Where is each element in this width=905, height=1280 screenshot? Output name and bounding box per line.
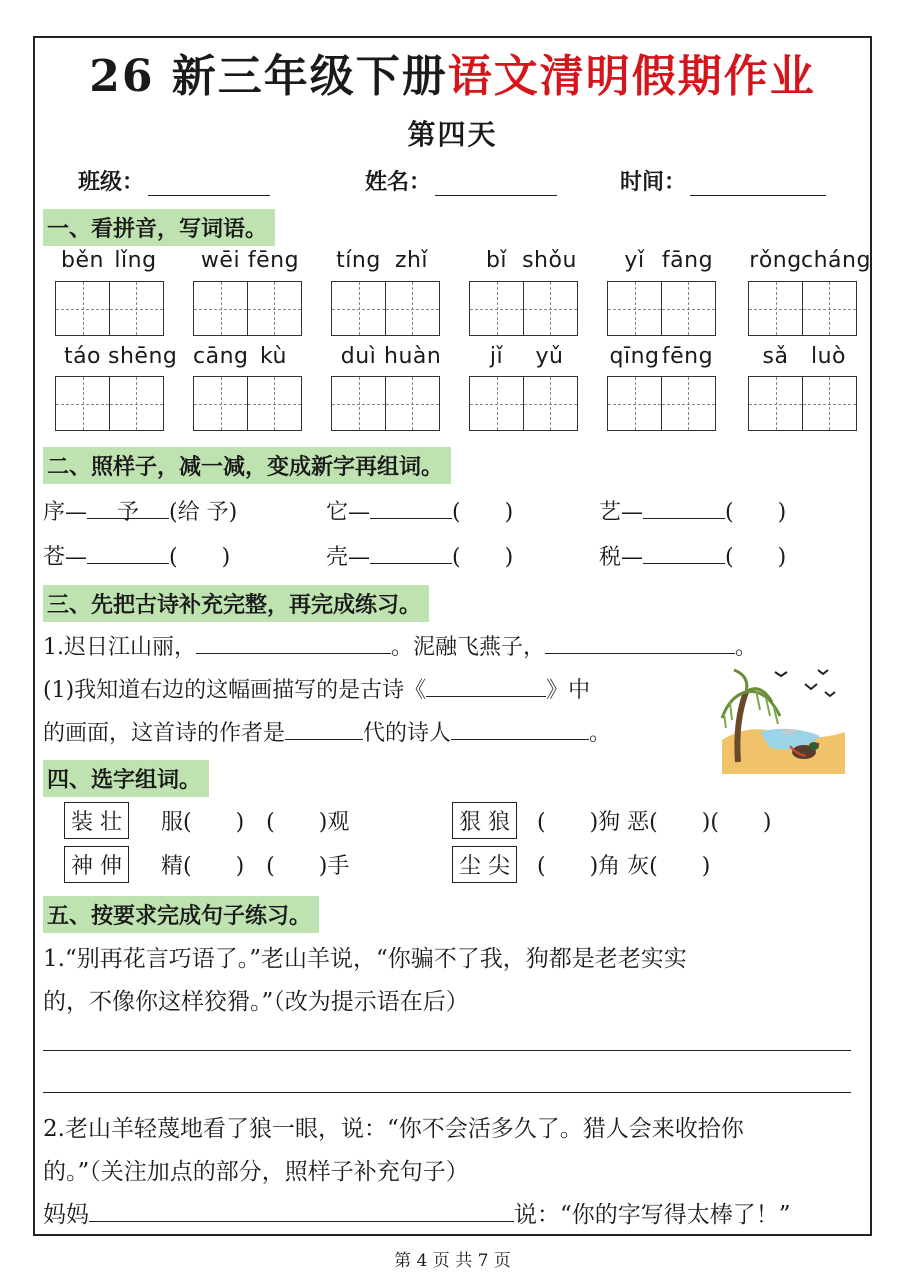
tianzige-cell[interactable] xyxy=(607,281,662,336)
pinyin-syllable: wēi xyxy=(200,248,241,273)
subtract-item[interactable]: 苍— ( ) xyxy=(43,540,230,571)
writing-grid[interactable] xyxy=(607,376,716,431)
page-number: 第 4 页 共 7 页 xyxy=(394,1251,511,1271)
section3-heading: 三、先把古诗补充完整，再完成练习。 xyxy=(43,585,429,622)
tianzige-cell[interactable] xyxy=(523,281,578,336)
tianzige-cell[interactable] xyxy=(607,376,662,431)
tianzige-cell[interactable] xyxy=(661,281,716,336)
title-subject: 语文清明假期作业 xyxy=(447,51,816,102)
pinyin-syllable: jǐ xyxy=(489,344,504,369)
name-blank[interactable] xyxy=(435,170,557,196)
pinyin-syllable: huàn xyxy=(384,344,442,369)
tianzige-cell[interactable] xyxy=(748,376,803,431)
poet-blank[interactable] xyxy=(451,716,589,740)
writing-grid[interactable] xyxy=(748,376,857,431)
choose-row-2a[interactable]: 神 伸 精( ) ( )手 xyxy=(64,846,349,883)
pinyin-syllable: tíng xyxy=(336,248,381,273)
dynasty-blank[interactable] xyxy=(285,716,363,740)
pinyin-syllable: rǒng xyxy=(749,248,802,273)
subtract-item[interactable]: 它— ( ) xyxy=(326,495,513,526)
pinyin-syllable: shēng xyxy=(108,344,178,369)
tianzige-cell[interactable] xyxy=(247,376,302,431)
tianzige-cell[interactable] xyxy=(523,376,578,431)
sentence-q2-line3[interactable]: 妈妈 说：“你的字写得太棒了！” xyxy=(43,1196,791,1229)
poem-blank-2[interactable] xyxy=(545,630,735,654)
class-field[interactable]: 班级： xyxy=(78,165,270,196)
pinyin-syllable: duì xyxy=(340,344,377,369)
page-title xyxy=(0,40,905,104)
class-blank[interactable] xyxy=(148,170,270,196)
tianzige-cell[interactable] xyxy=(385,281,440,336)
answer-line[interactable] xyxy=(43,1050,851,1051)
tianzige-cell[interactable] xyxy=(469,281,524,336)
writing-grid[interactable] xyxy=(193,376,302,431)
pinyin-syllable: běn xyxy=(61,248,104,273)
poem-illustration xyxy=(720,662,845,774)
char-choice-box: 神 伸 xyxy=(64,846,129,883)
sentence-q1-line1: 1.“别再花言巧语了。”老山羊说，“你骗不了我，狗都是老老实实 xyxy=(43,946,687,972)
sentence-q1-line2: 的，不像你这样狡猾。”（改为提示语在后） xyxy=(43,989,469,1015)
tianzige-cell[interactable] xyxy=(385,376,440,431)
pinyin-syllable: táo xyxy=(63,344,102,369)
tianzige-cell[interactable] xyxy=(331,281,386,336)
pinyin-syllable: fēng xyxy=(247,248,300,273)
example-item: 序— 予 (给 予) xyxy=(43,495,237,526)
tianzige-cell[interactable] xyxy=(55,281,110,336)
section2-heading: 二、照样子，减一减，变成新字再组词。 xyxy=(43,447,451,484)
pinyin-syllable: shǒu xyxy=(522,248,577,273)
tianzige-cell[interactable] xyxy=(469,376,524,431)
poem-question-line1[interactable]: (1)我知道右边的这幅画描写的是古诗《 》中 xyxy=(43,673,590,704)
tianzige-cell[interactable] xyxy=(55,376,110,431)
example-answer: 予 xyxy=(87,495,169,519)
subtract-item[interactable]: 艺— ( ) xyxy=(599,495,786,526)
pinyin-syllable: lǐng xyxy=(114,248,157,273)
pinyin-syllable: yǔ xyxy=(535,344,564,369)
sentence-q2-line2: 的。”（关注加点的部分，照样子补充句子） xyxy=(43,1159,469,1185)
writing-grid[interactable] xyxy=(331,376,440,431)
char-choice-box: 尘 尖 xyxy=(452,846,517,883)
tianzige-cell[interactable] xyxy=(109,281,164,336)
tianzige-cell[interactable] xyxy=(109,376,164,431)
time-blank[interactable] xyxy=(690,170,826,196)
section5-heading: 五、按要求完成句子练习。 xyxy=(43,896,319,933)
choose-row-2b[interactable]: 尘 尖 ( )角 灰( ) xyxy=(452,846,710,883)
title-grade: 26 新三年级下册 xyxy=(89,51,448,102)
tianzige-cell[interactable] xyxy=(661,376,716,431)
day-label: 第四天 xyxy=(407,118,498,151)
pinyin-syllable: zhǐ xyxy=(394,248,429,273)
writing-grid[interactable] xyxy=(469,376,578,431)
poem-blank-1[interactable] xyxy=(196,630,391,654)
tianzige-cell[interactable] xyxy=(331,376,386,431)
subtract-item[interactable]: 税— ( ) xyxy=(599,540,786,571)
pinyin-syllable: cāng xyxy=(193,344,249,369)
tianzige-cell[interactable] xyxy=(193,376,248,431)
writing-grid[interactable] xyxy=(607,281,716,336)
sentence-q2-line1: 2.老山羊轻蔑地看了狼一眼，说：“你不会活多久了。猎人会来收拾你 xyxy=(43,1116,744,1142)
subtract-item[interactable]: 壳— ( ) xyxy=(326,540,513,571)
tianzige-cell[interactable] xyxy=(193,281,248,336)
pinyin-syllable: fēng xyxy=(661,344,714,369)
pinyin-syllable: fāng xyxy=(661,248,714,273)
section1-heading: 一、看拼音，写词语。 xyxy=(43,209,275,246)
section4-heading: 四、选字组词。 xyxy=(43,760,209,797)
name-field[interactable]: 姓名： xyxy=(365,165,557,196)
pinyin-syllable: qīng xyxy=(609,344,660,369)
tianzige-cell[interactable] xyxy=(802,281,857,336)
poem-title-blank[interactable] xyxy=(426,673,546,697)
pinyin-syllable: yǐ xyxy=(624,248,645,273)
pinyin-syllable: cháng xyxy=(801,248,871,273)
tianzige-cell[interactable] xyxy=(247,281,302,336)
char-choice-box: 装 壮 xyxy=(64,802,129,839)
writing-grid[interactable] xyxy=(55,281,164,336)
poem-line[interactable]: 1.迟日江山丽， 。泥融飞燕子， 。 xyxy=(43,630,757,661)
pinyin-syllable: bǐ xyxy=(485,248,508,273)
writing-grid[interactable] xyxy=(55,376,164,431)
pinyin-syllable: luò xyxy=(810,344,846,369)
time-field[interactable]: 时间： xyxy=(620,165,826,196)
tianzige-cell[interactable] xyxy=(802,376,857,431)
writing-grid[interactable] xyxy=(469,281,578,336)
answer-line[interactable] xyxy=(43,1092,851,1093)
pinyin-syllable: kù xyxy=(259,344,287,369)
pinyin-syllable: sǎ xyxy=(762,344,789,369)
writing-grid[interactable] xyxy=(748,281,857,336)
choose-row-1b[interactable]: 狠 狼 ( )狗 恶( )( ) xyxy=(452,802,772,839)
poem-question-line2[interactable]: 的画面，这首诗的作者是 代的诗人 。 xyxy=(43,716,611,747)
imitation-blank[interactable] xyxy=(89,1198,514,1222)
writing-grid[interactable] xyxy=(193,281,302,336)
tianzige-cell[interactable] xyxy=(748,281,803,336)
choose-row-1a[interactable]: 装 壮 服( ) ( )观 xyxy=(64,802,349,839)
char-choice-box: 狠 狼 xyxy=(452,802,517,839)
writing-grid[interactable] xyxy=(331,281,440,336)
